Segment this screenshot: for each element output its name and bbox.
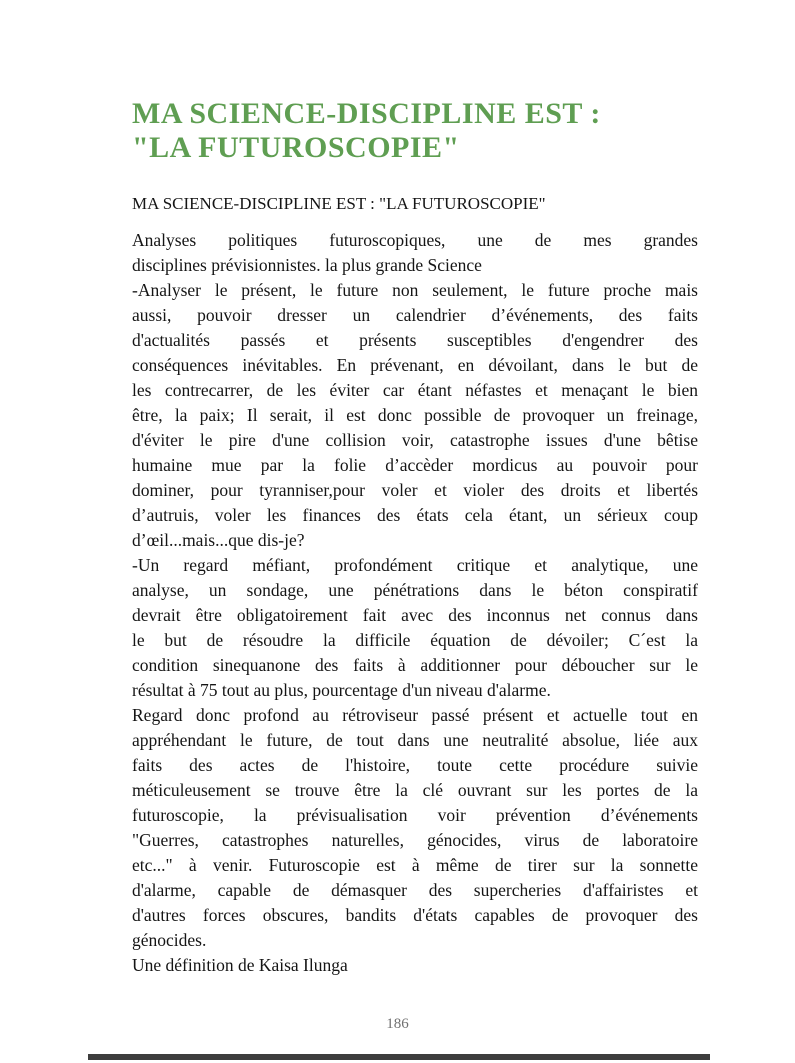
text-line: -Analyser le présent, le future non seulement, le future proche mais bbox=[132, 280, 698, 300]
text-line: être, la paix; Il serait, il est donc possible de provoquer un freinage, bbox=[132, 405, 698, 425]
text-line: "Guerres, catastrophes naturelles, génocides, virus de laboratoire bbox=[132, 830, 698, 850]
text-line: aussi, pouvoir dresser un calendrier d’événements, des faits bbox=[132, 305, 698, 325]
text-line: d'autres forces obscures, bandits d'états capables de provoquer des bbox=[132, 905, 698, 925]
text-line: dominer, pour tyranniser,pour voler et violer des droits et libertés bbox=[132, 480, 698, 500]
text-line: appréhendant le future, de tout dans une neutralité absolue, liée aux bbox=[132, 730, 698, 750]
text-line: humaine mue par la folie d’accèder mordicus au pouvoir pour bbox=[132, 455, 698, 475]
text-line: analyse, un sondage, une pénétrations dans le béton conspiratif bbox=[132, 580, 698, 600]
page-title bbox=[132, 97, 698, 165]
text-line: Analyses politiques futuroscopiques, une de mes grandes bbox=[132, 230, 698, 250]
text-line: -Un regard méfiant, profondément critique et analytique, une bbox=[132, 555, 698, 575]
text-line: conséquences inévitables. En prévenant, en dévoilant, dans le but de bbox=[132, 355, 698, 375]
text-line: résultat à 75 tout au plus, pourcentage d'un niveau d'alarme. bbox=[132, 680, 551, 700]
text-line: Regard donc profond au rétroviseur passé présent et actuelle tout en bbox=[132, 705, 698, 725]
text-line: d'actualités passés et présents susceptibles d'engendrer des bbox=[132, 330, 698, 350]
text-line: d’autruis, voler les finances des états cela étant, un sérieux coup bbox=[132, 505, 698, 525]
text-line: Une définition de Kaisa Ilunga bbox=[132, 955, 348, 975]
text-line: méticuleusement se trouve être la clé ouvrant sur les portes de la bbox=[132, 780, 698, 800]
text-line: faits des actes de l'histoire, toute cette procédure suivie bbox=[132, 755, 698, 775]
text-line: d’œil...mais...que dis-je? bbox=[132, 530, 305, 550]
text-line: d'éviter le pire d'une collision voir, catastrophe issues d'une bêtise bbox=[132, 430, 698, 450]
text-line: les contrecarrer, de les éviter car étant néfastes et menaçant le bien bbox=[132, 380, 698, 400]
page-number: 186 bbox=[386, 1016, 409, 1032]
text-line: devrait être obligatoirement fait avec des inconnus net connus dans bbox=[132, 605, 698, 625]
text-line: condition sinequanone des faits à additionner pour déboucher sur le bbox=[132, 655, 698, 675]
text-line: d'alarme, capable de démasquer des supercheries d'affairistes et bbox=[132, 880, 698, 900]
page-break-bar bbox=[88, 1054, 710, 1060]
text-line: le but de résoudre la difficile équation de dévoiler; C´est la bbox=[132, 630, 698, 650]
text-line: disciplines prévisionnistes. la plus grande Science bbox=[132, 255, 482, 275]
text-line: etc..." à venir. Futuroscopie est à même de tirer sur la sonnette bbox=[132, 855, 698, 875]
text-line: génocides. bbox=[132, 930, 207, 950]
page-title-line2: "LA FUTUROSCOPIE" bbox=[132, 131, 460, 164]
body-text bbox=[132, 228, 698, 978]
text-line: futuroscopie, la prévisualisation voir prévention d’événements bbox=[132, 805, 698, 825]
page-title-line1: MA SCIENCE-DISCIPLINE EST : bbox=[132, 97, 601, 130]
page-subtitle: MA SCIENCE-DISCIPLINE EST : "LA FUTUROSCOPIE" bbox=[132, 194, 546, 213]
